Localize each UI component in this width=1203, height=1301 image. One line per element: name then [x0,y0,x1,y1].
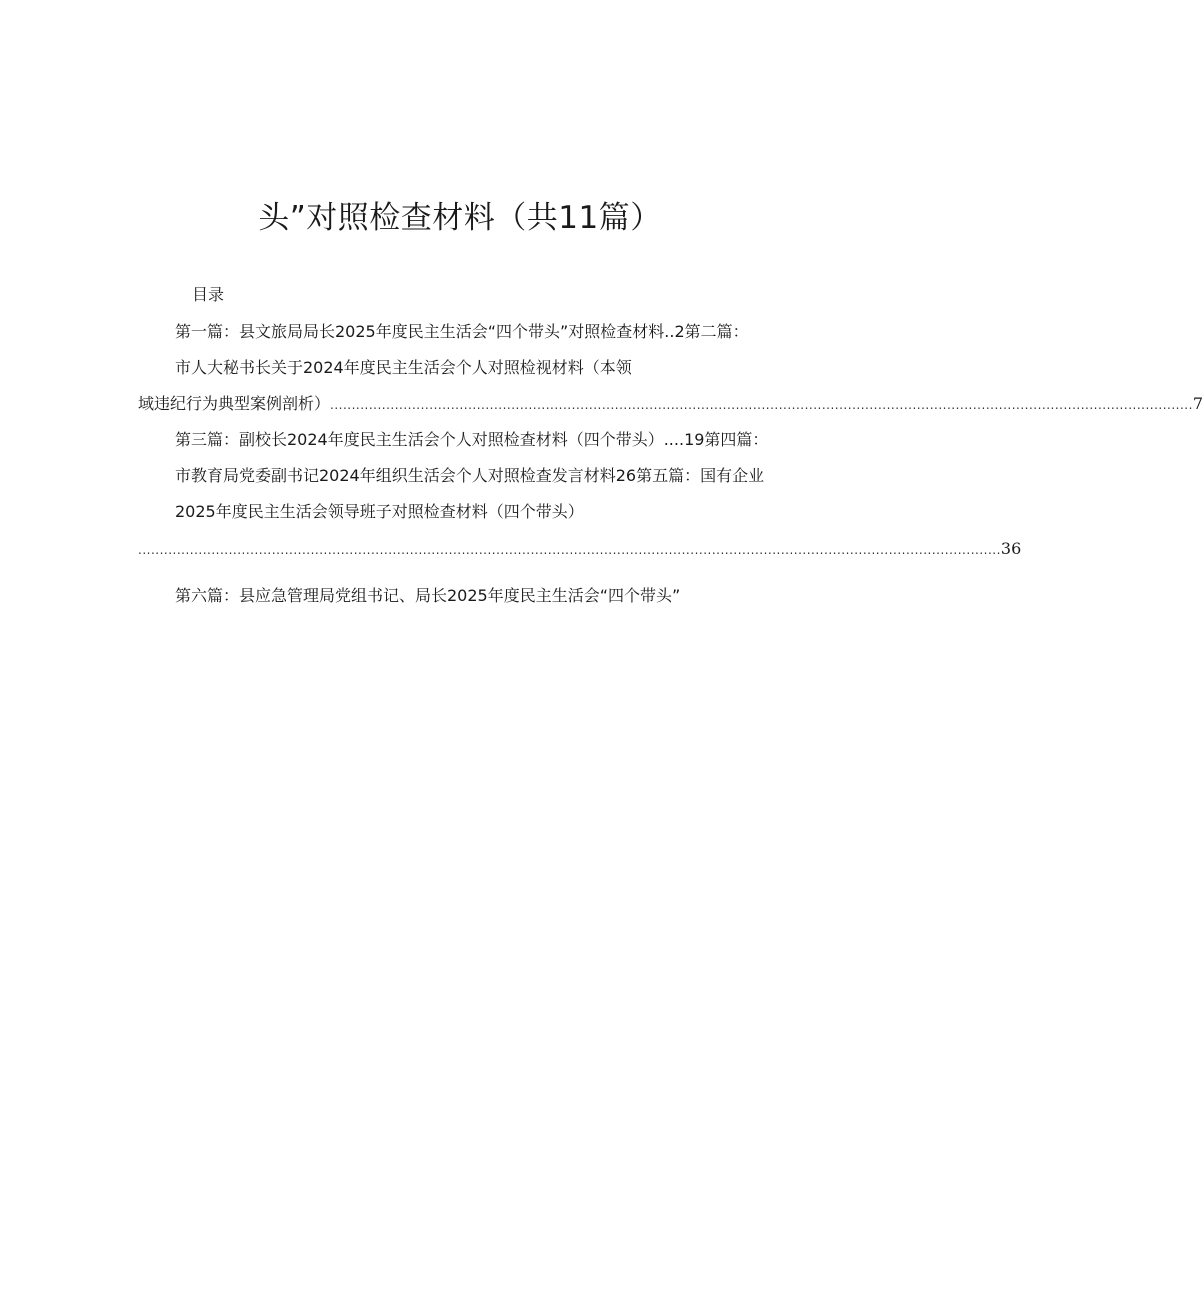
leader-dots: ........................................................................................................................................................................................................ [330,398,1193,412]
toc-line-5[interactable]: 市教育局党委副书记2024年组织生活会个人对照检查发言材料26第五篇：国有企业 [175,466,765,485]
leader-dots-fifth: ........................................................................................................................................................................................................ [138,543,1001,557]
page-title: 头”对照检查材料（共11篇） [258,200,662,236]
toc-line-7[interactable]: 第六篇：县应急管理局党组书记、局长2025年度民主生活会“四个带头” [175,586,681,605]
toc-line-1[interactable]: 第一篇：县文旅局局长2025年度民主生活会“四个带头”对照检查材料..2第二篇： [175,322,749,341]
toc-line-4[interactable]: 第三篇：副校长2024年度民主生活会个人对照检查材料（四个带头）....19第四篇： [175,430,769,449]
toc-line-dots-fifth[interactable] [138,538,1022,561]
page-number-fifth: 36 [1000,539,1022,558]
toc-heading: 目录 [192,285,225,304]
page-number-second: 7 [1192,394,1203,413]
toc-line-6[interactable]: 2025年度民主生活会领导班子对照检查材料（四个带头） [175,502,584,521]
toc-line-3-text: 域违纪行为典型案例剖析） [138,394,331,413]
toc-line-3[interactable] [138,393,1203,416]
toc-line-2[interactable]: 市人大秘书长关于2024年度民主生活会个人对照检视材料（本领 [175,358,632,377]
